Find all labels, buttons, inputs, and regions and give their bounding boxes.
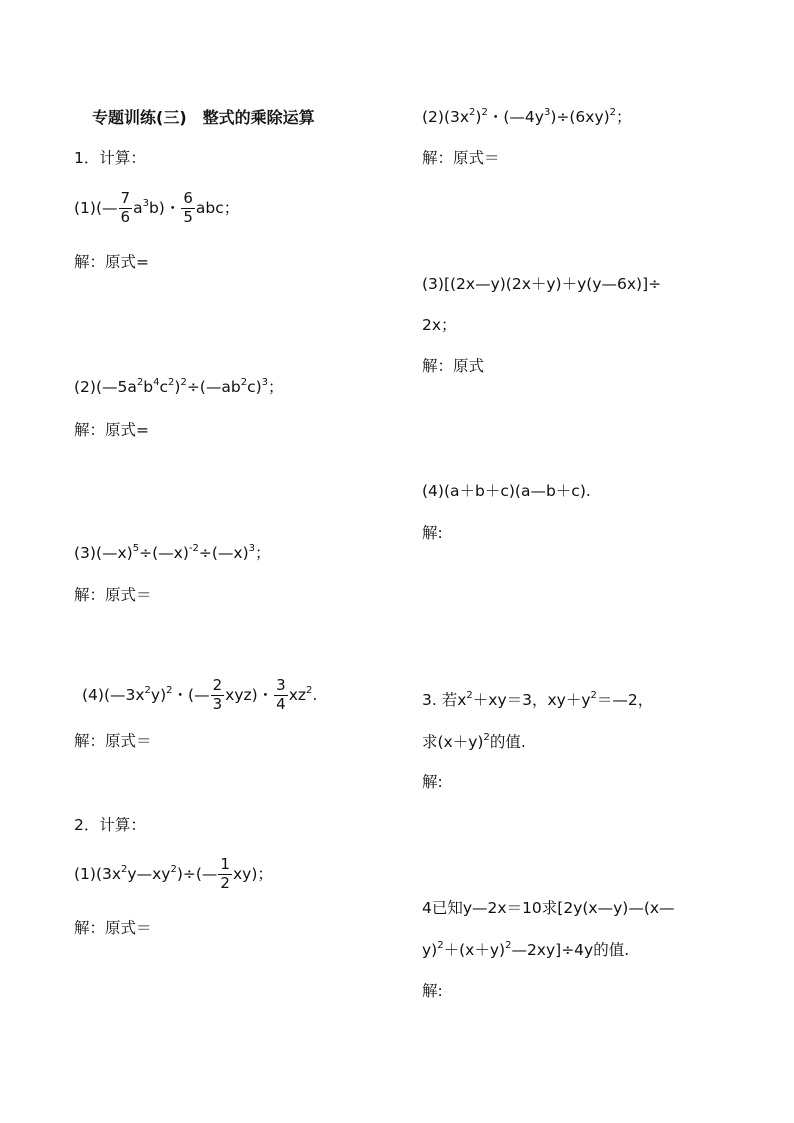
- problem-1-3: (3)(—x)$^5$÷(—x)$^{-2}$÷(—x)$^3$；: [74, 543, 271, 562]
- problem-2-3-line2: 2x；: [422, 316, 457, 334]
- page-title: 专题训练(三) 整式的乘除运算: [92, 108, 315, 127]
- problem-2-1: $(1)(3x^2y—xy^2)\div(—$ $\frac{1}{2}$ xy)；: [74, 855, 273, 892]
- answer-2-2: 解：原式＝: [422, 149, 500, 167]
- answer-2-3: 解：原式: [422, 357, 485, 375]
- problem-4-line2: $y)^2+(x+y)^2—2xy]\div 4y$的值.: [422, 940, 630, 959]
- answer-1-2: 解：原式=: [74, 421, 149, 439]
- section-2-heading: 2．计算：: [74, 816, 146, 834]
- problem-2-4: (4)(a＋b＋c)(a—b＋c).: [422, 482, 591, 500]
- section-1-heading: 1．计算：: [74, 149, 146, 167]
- problem-4-line1: 4已知y—2x＝10求[2y(x—y)—(x—: [422, 899, 675, 917]
- problem-2-3-line1: (3)[(2x—y)(2x＋y)＋y(y—6x)]÷: [422, 275, 662, 293]
- answer-1-4: 解：原式＝: [74, 732, 152, 750]
- problem-1-2: $(2)(—5a^2b^4c^2)^2\div(—ab^2c)^3$；: [74, 377, 284, 396]
- fraction-2-3: $\frac{2}{3}$: [212, 676, 223, 713]
- problem-1-1: (1)(— $\frac{7}{6}$ $a^3b$)・ $\frac{6}{5}$ abc；: [74, 189, 240, 226]
- answer-4: 解:: [422, 982, 443, 1000]
- fraction-7-6: $\frac{7}{6}$: [120, 189, 131, 226]
- problem-3-line2: 求$(x+y)^2$的值.: [422, 732, 526, 751]
- problem-3-line1: 3. 若$x^2+xy=3$，$xy+y^2=—2$，: [422, 690, 654, 709]
- answer-2-4: 解:: [422, 524, 443, 542]
- problem-2-2: $(2)(3x^2)^2$・$(—4y^3)\div(6xy)^2$；: [422, 107, 632, 126]
- problem-1-4: $(4)(—3x^2y)^2$・(— $\frac{2}{3}$ xyz)・ $\frac{3}{4}$ $xz^2$.: [82, 676, 318, 713]
- answer-2-1: 解：原式＝: [74, 919, 152, 937]
- fraction-6-5: $\frac{6}{5}$: [183, 189, 193, 226]
- fraction-3-4: $\frac{3}{4}$: [276, 676, 286, 713]
- answer-1-3: 解：原式＝: [74, 586, 152, 604]
- fraction-1-2: $\frac{1}{2}$: [220, 855, 230, 892]
- answer-1-1: 解：原式=: [74, 253, 149, 271]
- answer-3: 解:: [422, 773, 443, 791]
